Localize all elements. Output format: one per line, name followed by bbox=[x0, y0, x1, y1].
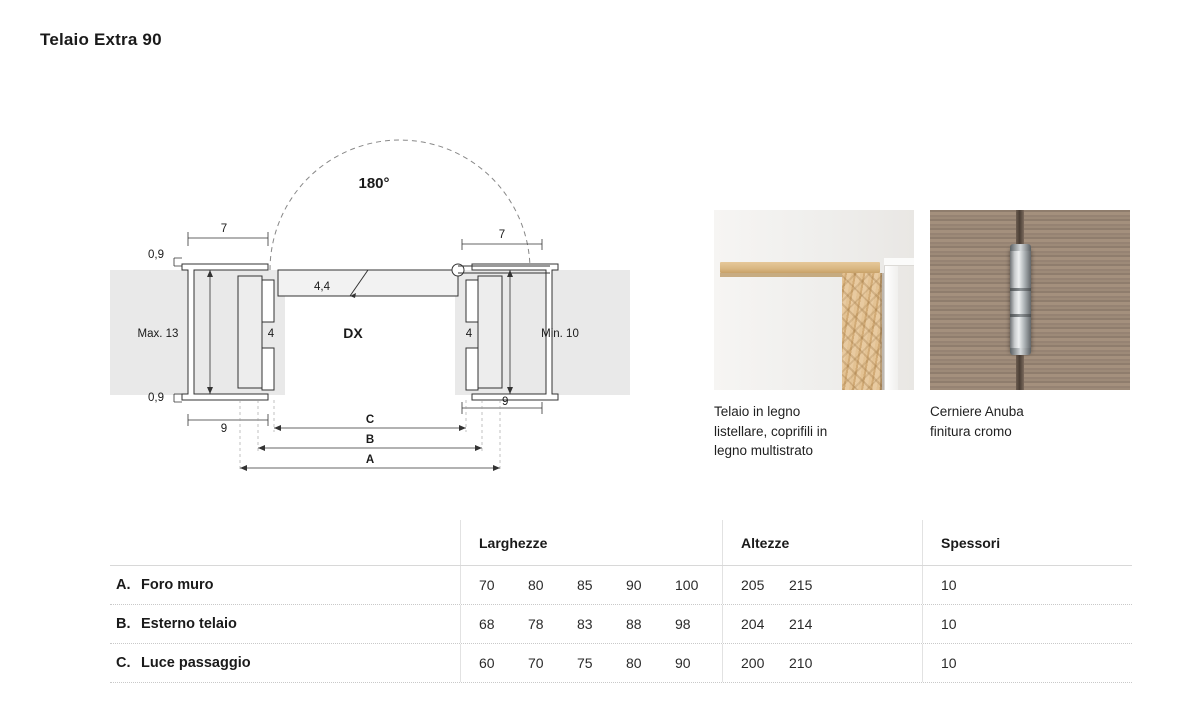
dim-bracket-bottom bbox=[174, 394, 182, 402]
value-cell: 100 bbox=[675, 577, 699, 593]
angle-label: 180° bbox=[358, 175, 390, 192]
dim-panel-thickness: 4,4 bbox=[314, 281, 330, 293]
caption-line: listellare, coprifili in bbox=[714, 423, 828, 439]
frame-jamb-right bbox=[478, 276, 502, 388]
dim-thickness-bottom: 0,9 bbox=[148, 392, 164, 404]
value-cell: 70 bbox=[479, 577, 495, 593]
row-larghezze bbox=[460, 644, 722, 682]
page-title: Telaio Extra 90 bbox=[40, 30, 162, 49]
header-larghezze bbox=[460, 520, 722, 565]
header-spessori bbox=[922, 520, 1132, 565]
value-cell: 204 bbox=[741, 616, 765, 632]
hinge-seam-lower bbox=[1010, 314, 1031, 317]
row-letter: B. bbox=[116, 616, 131, 632]
dim-bracket-top bbox=[174, 258, 182, 266]
photo-cerniere-anuba bbox=[930, 210, 1130, 390]
dim-top-right-7: 7 bbox=[498, 229, 506, 241]
value-cell: 88 bbox=[626, 616, 642, 632]
door-leaf bbox=[278, 270, 458, 296]
value-cell: 60 bbox=[479, 655, 495, 671]
row-altezze bbox=[722, 644, 922, 682]
value-cell: 98 bbox=[675, 616, 691, 632]
row-letter: C. bbox=[116, 655, 131, 671]
row-label-text: Esterno telaio bbox=[141, 616, 237, 632]
value-cell: 214 bbox=[789, 616, 813, 632]
table-header-row bbox=[110, 520, 1132, 566]
photo-telaio-legno bbox=[714, 210, 914, 390]
row-spessori bbox=[922, 566, 1132, 604]
caption-line: Telaio in legno bbox=[714, 404, 801, 419]
value-cell: 83 bbox=[577, 616, 593, 632]
row-altezze bbox=[722, 605, 922, 643]
header-altezze-label: Altezze bbox=[741, 534, 790, 551]
hand-label-dx: DX bbox=[343, 325, 363, 341]
value-cell: 78 bbox=[528, 616, 544, 632]
dim-wall-max: Max. 13 bbox=[137, 328, 179, 340]
hinge-icon bbox=[1010, 248, 1031, 352]
dim-thickness-top: 0,9 bbox=[148, 249, 164, 261]
swing-arc bbox=[270, 140, 530, 270]
value-cell: 10 bbox=[941, 655, 957, 671]
value-cell: 205 bbox=[741, 577, 765, 593]
row-label-b bbox=[110, 616, 460, 632]
value-cell: 75 bbox=[577, 655, 593, 671]
row-larghezze bbox=[460, 605, 722, 643]
header-spessori-label: Spessori bbox=[941, 534, 1001, 551]
photo-block-telaio-legno bbox=[714, 210, 914, 461]
dim-c: C bbox=[365, 414, 375, 426]
row-label-a bbox=[110, 577, 460, 593]
row-spessori bbox=[922, 644, 1132, 682]
row-altezze bbox=[722, 566, 922, 604]
value-cell: 85 bbox=[577, 577, 593, 593]
value-cell: 68 bbox=[479, 616, 495, 632]
photo-caption-cerniere-anuba bbox=[930, 402, 1130, 441]
value-cell: 10 bbox=[941, 616, 957, 632]
table-row bbox=[110, 566, 1132, 605]
row-label-text: Luce passaggio bbox=[141, 655, 251, 671]
technical-drawing bbox=[110, 110, 630, 490]
frame-jamb-left bbox=[238, 276, 262, 388]
dim-b: B bbox=[365, 434, 375, 446]
photo-jamb-lip bbox=[884, 258, 914, 266]
header-larghezze-label: Larghezze bbox=[479, 534, 548, 551]
photo-caption-telaio-legno bbox=[714, 402, 914, 461]
row-larghezze bbox=[460, 566, 722, 604]
value-cell: 70 bbox=[528, 655, 544, 671]
value-cell: 10 bbox=[941, 577, 957, 593]
caption-line: legno multistrato bbox=[714, 443, 814, 459]
photo-block-cerniere-anuba bbox=[930, 210, 1130, 441]
photo-jamb bbox=[884, 258, 898, 390]
value-cell: 80 bbox=[626, 655, 642, 671]
dim-bottom-left-9: 9 bbox=[220, 423, 228, 435]
caption-line: finitura cromo bbox=[930, 423, 1012, 439]
row-spessori bbox=[922, 605, 1132, 643]
frame-stop-right bbox=[466, 280, 478, 322]
value-cell: 215 bbox=[789, 577, 813, 593]
frame-stop-left bbox=[262, 280, 274, 322]
dim-jamb-right: 4 bbox=[465, 328, 473, 340]
value-cell: 210 bbox=[789, 655, 813, 671]
hinge-cap-top bbox=[1010, 244, 1031, 251]
row-label-text: Foro muro bbox=[141, 577, 214, 593]
dimensions-table bbox=[110, 520, 1132, 683]
table-row bbox=[110, 644, 1132, 683]
value-cell: 90 bbox=[675, 655, 691, 671]
frame-stop-left-lower bbox=[262, 348, 274, 390]
dim-top-left-7: 7 bbox=[220, 223, 228, 235]
row-letter: A. bbox=[116, 577, 131, 593]
table-row bbox=[110, 605, 1132, 644]
value-cell: 80 bbox=[528, 577, 544, 593]
caption-line: Cerniere Anuba bbox=[930, 404, 1024, 419]
dim-bottom-right-9: 9 bbox=[502, 396, 509, 408]
dim-a: A bbox=[365, 454, 375, 466]
photo-shelf bbox=[720, 262, 880, 273]
hinge-seam-upper bbox=[1010, 288, 1031, 291]
row-label-c bbox=[110, 655, 460, 671]
dim-jamb-left: 4 bbox=[267, 328, 275, 340]
value-cell: 90 bbox=[626, 577, 642, 593]
dim-wall-min: Min. 10 bbox=[541, 328, 579, 340]
header-altezze bbox=[722, 520, 922, 565]
frame-stop-right-lower bbox=[466, 348, 478, 390]
photo-post-grain bbox=[842, 273, 882, 390]
drawing-svg bbox=[110, 110, 630, 490]
value-cell: 200 bbox=[741, 655, 765, 671]
hinge-cap-bottom bbox=[1010, 348, 1031, 355]
